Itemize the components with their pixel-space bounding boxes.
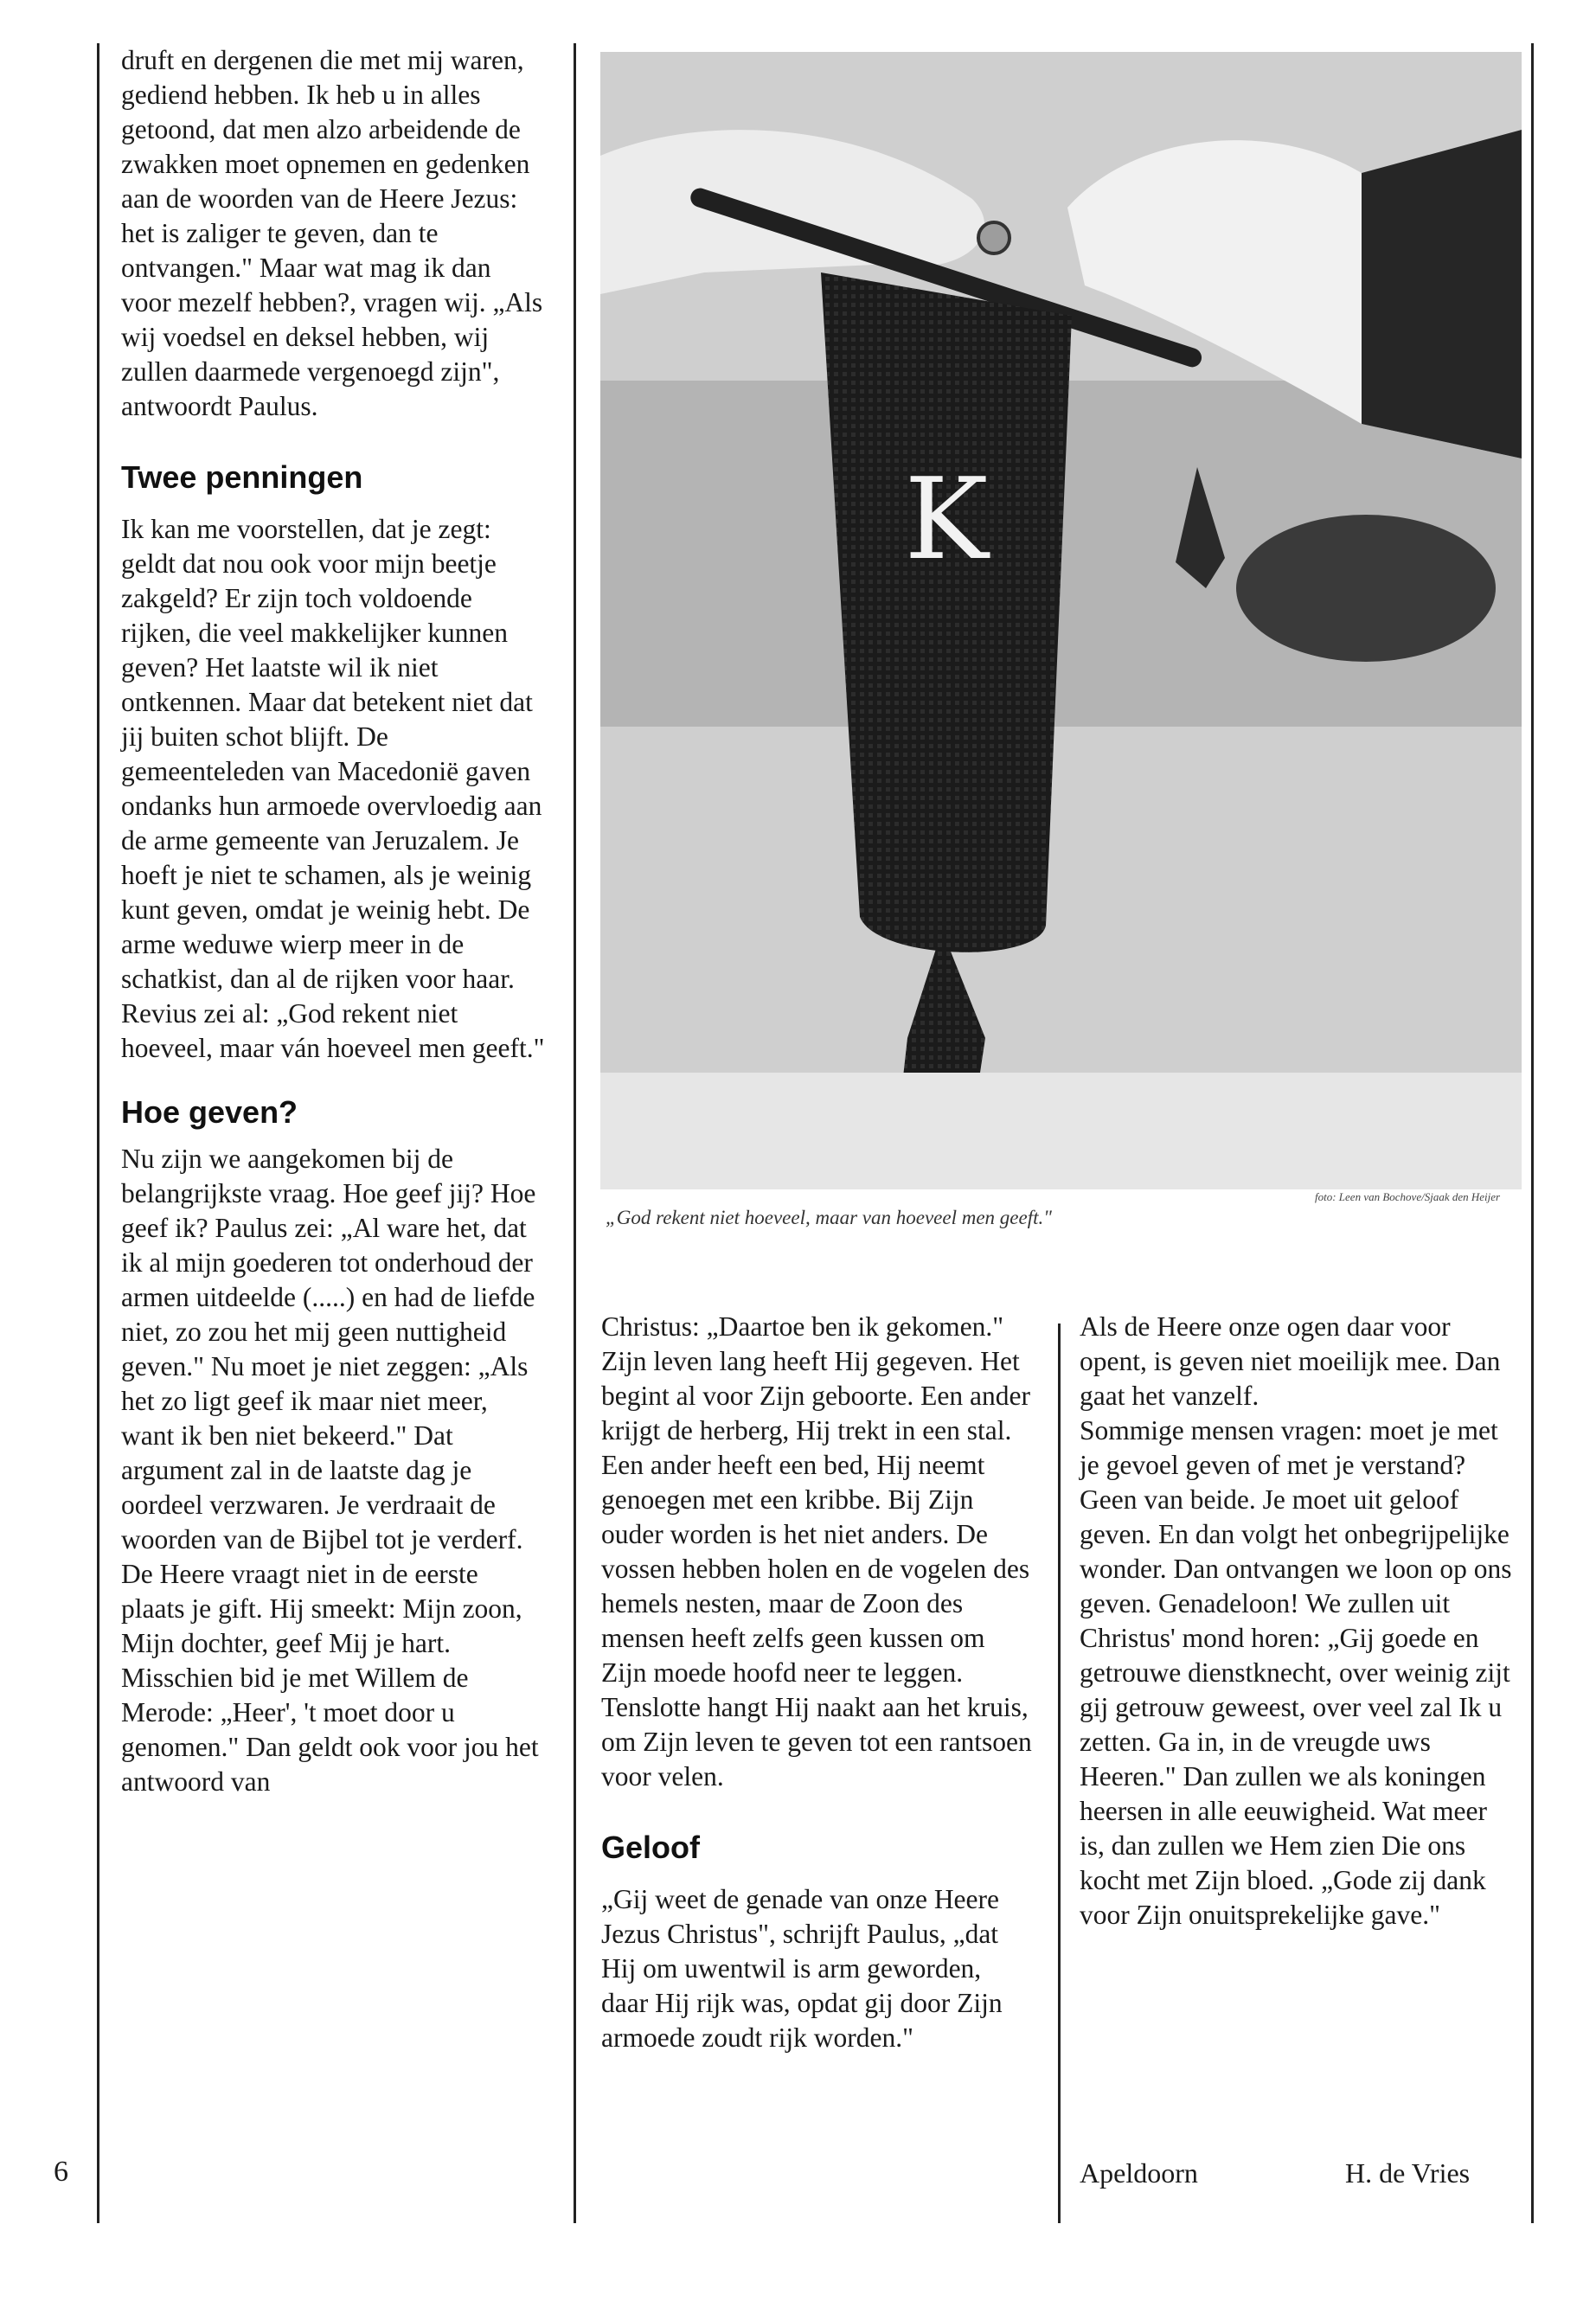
bottom-wall-light: [600, 1073, 1522, 1189]
paragraph: Nu zijn we aangekomen bij de belangrijkste vraag. Hoe geef jij? Hoe geef ik? Paulus zei: „Al ware het, dat ik al mijn goederen tot onderhoud der armen uitdeelde (.....) en had de liefde niet, zo zou het mij geen nuttigheid geven." Nu moet je niet zeggen: „Als het zo ligt geef ik maar niet meer, want ik ben niet bekeerd." Dat argument zal in de laatste dag je oordeel verzwaren. Je verdraait de woorden van de Bijbel tot je verderf.: [121, 1144, 536, 1554]
paragraph: druft en dergenen die met mij waren, gediend hebben. Ik heb u in alles getoond, dat men alzo arbeidende de zwakken moet opnemen en gedenken aan de woorden van de Heere Jezus: het is zaliger te geven, dan te ontvangen." Maar wat mag ik dan voor mezelf hebben?, vragen wij. „Als wij voedsel en deksel hebben, wij zullen daarmede vergenoegd zijn", antwoordt Paulus.: [121, 45, 543, 421]
photo-caption: „God rekent niet hoeveel, maar van hoeveel men geeft.": [606, 1207, 1052, 1228]
paragraph: Christus: „Daartoe ben ik gekomen.": [601, 1311, 1004, 1342]
page-number: 6: [54, 2156, 68, 2188]
author-name: H. de Vries: [1345, 2157, 1471, 2189]
paragraph: De Heere vraagt niet in de eerste plaats je gift. Hij smeekt: Mijn zoon, Mijn dochter, geef Mij je hart. Misschien bid je met Willem de Merode: „Heer', 't moet door u genomen." Dan geldt ook voor jou het antwoord van: [121, 1559, 539, 1797]
column-rule-left: [97, 43, 99, 2223]
column-1: [121, 43, 545, 1799]
dark-bowl: [1236, 515, 1496, 662]
offering-bag-photo: [600, 52, 1522, 1189]
photo-credit: foto: Leen van Bochove/Sjaak den Heijer: [1315, 1190, 1501, 1203]
column-rule-right: [1531, 43, 1534, 2223]
column-2: [601, 1310, 1034, 2055]
offering-bag-illustration: [600, 52, 1522, 1189]
column-rule-lower: [1058, 1324, 1061, 2223]
paragraph: Ik kan me voorstellen, dat je zegt: geldt dat nou ook voor mijn beetje zakgeld? Er zijn toch voldoende rijken, die veel makkelijker kunnen geven? Het laatste wil ik niet ontkennen. Maar dat betekent niet dat jij buiten schot blijft. De gemeenteleden van Macedonië gaven ondanks hun armoede overvloedig aan de arme gemeente van Jeruzalem. Je hoeft je niet te schamen, als je weinig kunt geven, omdat je weinig hebt. De arme weduwe wierp meer in de schatkist, dan al de rijken voor haar. Revius zei al: „God rekent niet hoeveel, maar ván hoeveel men geeft.": [121, 514, 545, 1063]
column-rule-middle: [574, 43, 576, 2223]
section-heading: Hoe geven?: [121, 1094, 298, 1130]
bag-body: [821, 272, 1072, 952]
section-heading: Geloof: [601, 1830, 700, 1865]
paragraph: Als de Heere onze ogen daar voor opent, is geven niet moeilijk mee. Dan gaat het vanzelf.: [1080, 1311, 1501, 1411]
paragraph: Zijn leven lang heeft Hij gegeven. Het begint al voor Zijn geboorte. Een ander krijgt de herberg, Hij trekt in een stal. Een ander heeft een bed, Hij neemt genoegen met een kribbe. Bij Zijn ouder worden is het niet anders. De vossen hebben holen en de vogelen des hemels nesten, maar de Zoon des mensen heeft zelfs geen kussen om Zijn moede hoofd neer te leggen. Tenslotte hangt Hij naakt aan het kruis, om Zijn leven te geven tot een rantsoen voor velen.: [601, 1346, 1032, 1791]
right-sleeve: [1362, 130, 1522, 458]
paragraph: Sommige mensen vragen: moet je met je gevoel geven of met je verstand? Geen van beide. Je moet uit geloof geven. En dan volgt het onbegrijpelijke wonder. Dan ontvangen we loon op ons geven. Genadeloon! We zullen uit Christus' mond horen: „Gij goede en getrouwe dienstknecht, over weinig zijt gij getrouw geweest, over veel zal Ik u zetten. Ga in, in de vreugde uws Heeren." Dan zullen we als koningen heersen in alle eeuwigheid. Wat meer is, dan zullen we Hem zien Die ons kocht met Zijn bloed. „Gode zij dank voor Zijn onuitsprekelijke gave.": [1080, 1415, 1512, 1930]
column-3: [1080, 1310, 1512, 1932]
section-heading: Twee penningen: [121, 459, 363, 495]
ring: [978, 222, 1010, 253]
paragraph: „Gij weet de genade van onze Heere Jezus Christus", schrijft Paulus, „dat Hij om uwentwil is arm geworden, daar Hij rijk was, opdat gij door Zijn armoede zoudt rijk worden.": [601, 1884, 1003, 2053]
place-name: Apeldoorn: [1080, 2157, 1198, 2189]
bag-monogram: K: [904, 453, 989, 585]
